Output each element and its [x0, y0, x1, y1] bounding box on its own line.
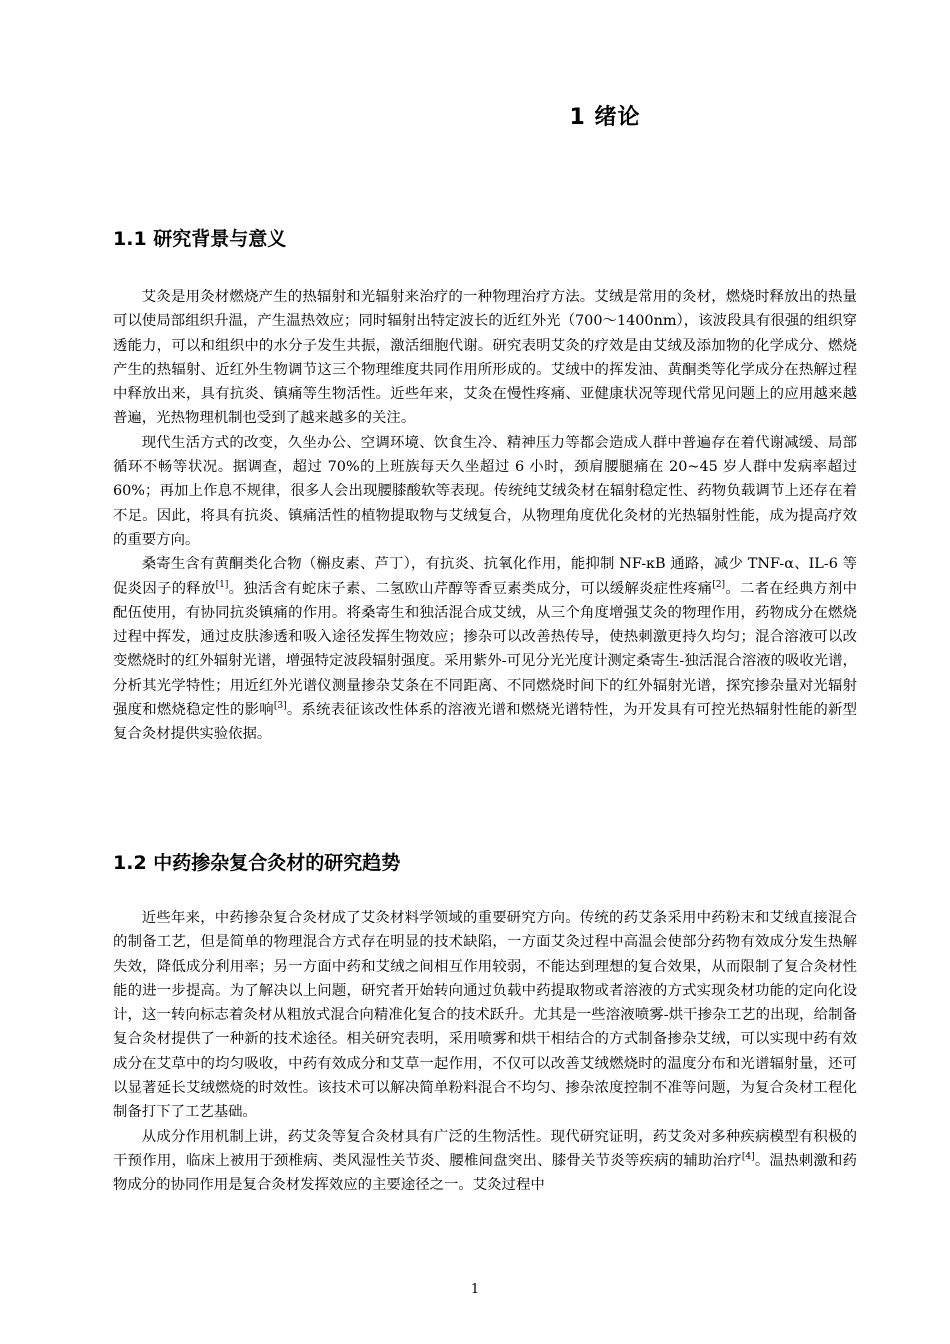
section-title-1-2: 1.2 中药掺杂复合灸材的研究趋势 [113, 852, 401, 874]
chapter-title: 1 绪论 [569, 105, 641, 130]
paragraph-text: 现代生活方式的改变，久坐办公、空调环境、饮食生冷、精神压力等都会造成人群中普遍存在着代谢减缓、局部循环不畅等状况。据调查，超过 70%的上班族每天久坐超过 6 小时，颈肩腰腿痛在 20~45 岁人群中发病率超过 60%；再加上作息不规律，很多人会出现腰膝酸软等表现。传统纯艾绒灸材在辐射稳定性、药物负载调节上还存在着不足。因此，将具有抗炎、镇痛活性的植物提取物与艾绒复合，从物理角度优化灸材的光热辐射性能，成为提高疗效的重要方向。 [113, 434, 857, 548]
paragraph-text: 。独活含有蛇床子素、二氢欧山芹醇等香豆素类成分，可以缓解炎症性疼痛 [228, 580, 713, 597]
section-body-1-2 [113, 906, 857, 1198]
paragraph-text: 近些年来，中药掺杂复合灸材成了艾灸材料学领域的重要研究方向。传统的药艾条采用中药粉末和艾绒直接混合的制备工艺，但是简单的物理混合方式存在明显的技术缺陷，一方面艾灸过程中高温会使部分药物有效成分发生热解失效，降低成分利用率；另一方面中药和艾绒之间相互作用较弱，不能达到理想的复合效果，从而限制了复合灸材性能的进一步提高。为了解决以上问题，研究者开始转向通过负载中药提取物或者溶液的方式实现灸材功能的定向化设计，这一转向标志着灸材从粗放式混合向精准化复合的技术跃升。尤其是一些溶液喷雾-烘干掺杂工艺的出现，给制备复合灸材提供了一种新的技术途径。相关研究表明，采用喷雾和烘干相结合的方式制备掺杂艾绒，可以实现中药有效成分在艾草中的均匀吸收，中药有效成分和艾草一起作用，不仅可以改善艾绒燃烧时的温度分布和光谱辐射量，还可以显著延长艾绒燃烧的时效性。该技术可以解决简单粉料混合不均匀、掺杂浓度控制不准等问题，为复合灸材工程化制备打下了工艺基础。 [113, 910, 857, 1121]
citation-ref: [4] [741, 1152, 755, 1163]
paragraph [113, 285, 857, 431]
paragraph-text: 。系统表征该改性体系的溶液光谱和燃烧光谱特性，为开发具有可控光热辐射性能的新型复合灸材提供实验依据。 [113, 702, 857, 743]
page-number: 1 [470, 1282, 480, 1297]
section-title-1-1: 1.1 研究背景与意义 [113, 228, 287, 250]
paragraph [113, 906, 857, 1125]
paragraph [113, 1125, 857, 1198]
paragraph-text: 。二者在经典方剂中配伍使用，有协同抗炎镇痛的作用。将桑寄生和独活混合成艾绒，从三个角度增强艾灸的物理作用，药物成分在燃烧过程中挥发，通过皮肤渗透和吸入途径发挥生物效应；掺杂可以改善热传导，使热刺激更持久均匀；混合溶液可以改变燃烧时的红外辐射光谱，增强特定波段辐射强度。采用紫外-可见分光光度计测定桑寄生-独活混合溶液的吸收光谱，分析其光学特性；用近红外光谱仪测量掺杂艾条在不同距离、不同燃烧时间下的红外辐射光谱，探究掺杂量对光辐射强度和燃烧稳定性的影响 [113, 580, 857, 719]
paragraph [113, 431, 857, 552]
paragraph-text: 艾灸是用灸材燃烧产生的热辐射和光辐射来治疗的一种物理治疗方法。艾绒是常用的灸材，燃烧时释放出的热量可以使局部组织升温，产生温热效应；同时辐射出特定波长的近红外光（700～1400nm），该波段具有很强的组织穿透能力，可以和组织中的水分子发生共振，激活细胞代谢。研究表明艾灸的疗效是由艾绒及添加物的化学成分、燃烧产生的热辐射、近红外生物调节这三个物理维度共同作用所形成的。艾绒中的挥发油、黄酮类等化学成分在热解过程中释放出来，具有抗炎、镇痛等生物活性。近些年来，艾灸在慢性疼痛、亚健康状况等现代常见问题上的应用越来越普遍，光热物理机制也受到了越来越多的关注。 [113, 289, 857, 427]
paragraph [113, 552, 857, 746]
paragraph-text: 从成分作用机制上讲，药艾灸等复合灸材具有广泛的生物活性。现代研究证明，药艾灸对多种疾病模型有积极的干预作用，临床上被用于颈椎病、类风湿性关节炎、腰椎间盘突出、膝骨关节炎等疾病的辅助治疗 [113, 1128, 857, 1169]
paragraph-text: 。温热刺激和药物成分的协同作用是复合灸材发挥效应的主要途径之一。艾灸过程中 [113, 1152, 857, 1194]
paragraph-text: 桑寄生含有黄酮类化合物（槲皮素、芦丁），有抗炎、抗氧化作用，能抑制 NF-κB 通路，减少 TNF-α、IL-6 等促炎因子的释放 [113, 556, 857, 597]
citation-ref: [2] [712, 579, 726, 590]
section-body-1-1 [113, 285, 857, 747]
citation-ref: [1] [215, 579, 229, 590]
citation-ref: [3] [273, 701, 287, 712]
